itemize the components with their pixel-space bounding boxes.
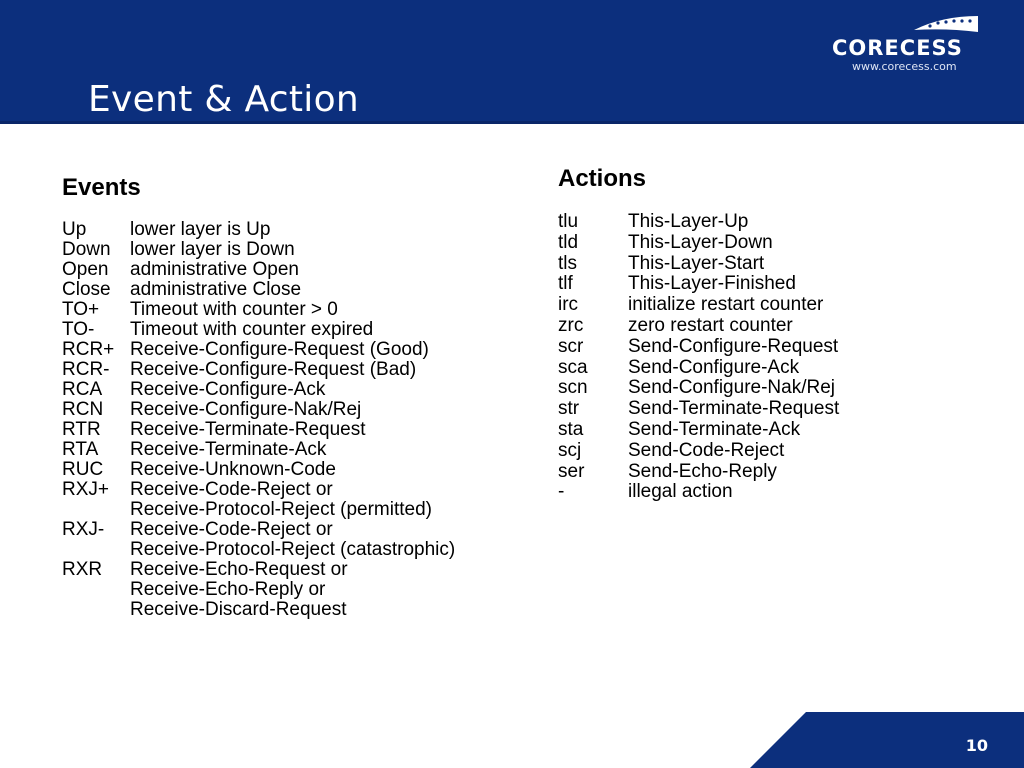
event-description	[130, 420, 502, 440]
slide-title: Event & Action	[88, 79, 360, 120]
action-description: Send-Terminate-Ack	[628, 418, 801, 440]
event-description-line: administrative Open	[130, 259, 299, 280]
event-code: TO-	[62, 319, 95, 340]
event-description-line: Receive-Configure-Request (Bad)	[130, 359, 417, 380]
event-description	[130, 380, 502, 400]
event-code: Down	[62, 239, 111, 260]
event-description-line: Timeout with counter > 0	[130, 299, 338, 320]
action-code: sca	[558, 356, 588, 378]
event-description-line: Receive-Unknown-Code	[130, 459, 336, 480]
event-code: Up	[62, 219, 87, 240]
event-code: RCR-	[62, 359, 110, 380]
action-description: illegal action	[628, 481, 733, 503]
event-row	[62, 300, 502, 320]
action-description: initialize restart counter	[628, 294, 824, 316]
event-description-line: lower layer is Up	[130, 219, 271, 240]
actions-heading: Actions	[558, 165, 647, 192]
event-row	[62, 520, 502, 560]
action-code: scn	[558, 377, 588, 399]
event-code: RXJ+	[62, 479, 109, 500]
event-code: RTR	[62, 419, 101, 440]
event-description-line: Receive-Configure-Nak/Rej	[130, 399, 362, 420]
event-code: RCR+	[62, 339, 115, 360]
event-description	[130, 560, 502, 620]
event-code: RXR	[62, 559, 103, 580]
event-description-line: Receive-Configure-Ack	[130, 379, 326, 400]
logo-swoosh-icon	[912, 14, 980, 36]
event-row	[62, 340, 502, 360]
action-row	[558, 399, 898, 420]
action-code: sta	[558, 418, 584, 440]
corecess-logo	[832, 14, 982, 78]
actions-list	[558, 212, 898, 503]
event-description-line: Receive-Discard-Request	[130, 599, 347, 620]
action-code: irc	[558, 294, 579, 316]
logo-url: www.corecess.com	[852, 60, 957, 73]
event-description-line: administrative Close	[130, 279, 302, 300]
action-row	[558, 358, 898, 379]
event-description	[130, 320, 502, 340]
event-code: RTA	[62, 439, 99, 460]
action-row	[558, 212, 898, 233]
action-code: -	[558, 481, 565, 503]
event-row	[62, 320, 502, 340]
event-row	[62, 560, 502, 620]
action-code: zrc	[558, 314, 584, 336]
event-description	[130, 260, 502, 280]
event-description	[130, 360, 502, 380]
events-heading: Events	[62, 174, 141, 201]
event-description-line: Receive-Protocol-Reject (catastrophic)	[130, 539, 456, 560]
page-number: 10	[965, 736, 988, 755]
action-row	[558, 462, 898, 483]
logo-wordmark: CORECESS	[832, 36, 963, 60]
event-row	[62, 240, 502, 260]
action-row	[558, 233, 898, 254]
event-row	[62, 400, 502, 420]
action-description: Send-Configure-Request	[628, 335, 839, 357]
event-row	[62, 420, 502, 440]
action-code: str	[558, 398, 580, 420]
event-description	[130, 280, 502, 300]
event-row	[62, 260, 502, 280]
event-description-line: Receive-Echo-Reply or	[130, 579, 326, 600]
action-row	[558, 295, 898, 316]
event-code: RUC	[62, 459, 104, 480]
event-row	[62, 220, 502, 240]
event-description	[130, 460, 502, 480]
event-description	[130, 340, 502, 360]
event-description	[130, 400, 502, 420]
event-code: TO+	[62, 299, 100, 320]
event-description	[130, 220, 502, 240]
action-description: Send-Code-Reject	[628, 439, 785, 461]
event-description-line: Receive-Terminate-Ack	[130, 439, 327, 460]
action-description: This-Layer-Start	[628, 252, 765, 274]
event-description-line: Receive-Configure-Request (Good)	[130, 339, 429, 360]
action-row	[558, 274, 898, 295]
action-description: This-Layer-Down	[628, 231, 773, 253]
event-description-line: lower layer is Down	[130, 239, 295, 260]
action-row	[558, 441, 898, 462]
event-code: Open	[62, 259, 109, 280]
action-row	[558, 482, 898, 503]
event-description	[130, 480, 502, 520]
event-description-line: Receive-Code-Reject or	[130, 479, 333, 500]
event-description	[130, 440, 502, 460]
action-code: tls	[558, 252, 577, 274]
event-code: RCA	[62, 379, 103, 400]
event-code: RCN	[62, 399, 104, 420]
event-row	[62, 480, 502, 520]
action-row	[558, 254, 898, 275]
action-description: Send-Terminate-Request	[628, 398, 840, 420]
event-description	[130, 300, 502, 320]
header-band	[0, 0, 1024, 124]
action-code: tlf	[558, 273, 573, 295]
action-row	[558, 337, 898, 358]
events-list	[62, 220, 502, 620]
action-description: Send-Configure-Ack	[628, 356, 800, 378]
event-description	[130, 520, 502, 560]
event-description-line: Receive-Echo-Request or	[130, 559, 348, 580]
action-row	[558, 378, 898, 399]
event-row	[62, 460, 502, 480]
event-description-line: Receive-Code-Reject or	[130, 519, 333, 540]
event-description-line: Receive-Terminate-Request	[130, 419, 366, 440]
action-code: tld	[558, 231, 579, 253]
action-code: scj	[558, 439, 582, 461]
event-description-line: Receive-Protocol-Reject (permitted)	[130, 499, 432, 520]
event-row	[62, 280, 502, 300]
action-code: tlu	[558, 211, 579, 232]
event-row	[62, 440, 502, 460]
event-code: Close	[62, 279, 111, 300]
action-description: This-Layer-Finished	[628, 273, 796, 295]
action-row	[558, 316, 898, 337]
action-description: Send-Echo-Reply	[628, 460, 777, 482]
event-description	[130, 240, 502, 260]
event-description-line: Timeout with counter expired	[130, 319, 374, 340]
event-row	[62, 380, 502, 400]
action-code: ser	[558, 460, 585, 482]
action-code: scr	[558, 335, 584, 357]
action-description: Send-Configure-Nak/Rej	[628, 377, 835, 399]
event-code: RXJ-	[62, 519, 105, 540]
action-row	[558, 420, 898, 441]
event-row	[62, 360, 502, 380]
action-description: This-Layer-Up	[628, 211, 749, 232]
action-description: zero restart counter	[628, 314, 793, 336]
